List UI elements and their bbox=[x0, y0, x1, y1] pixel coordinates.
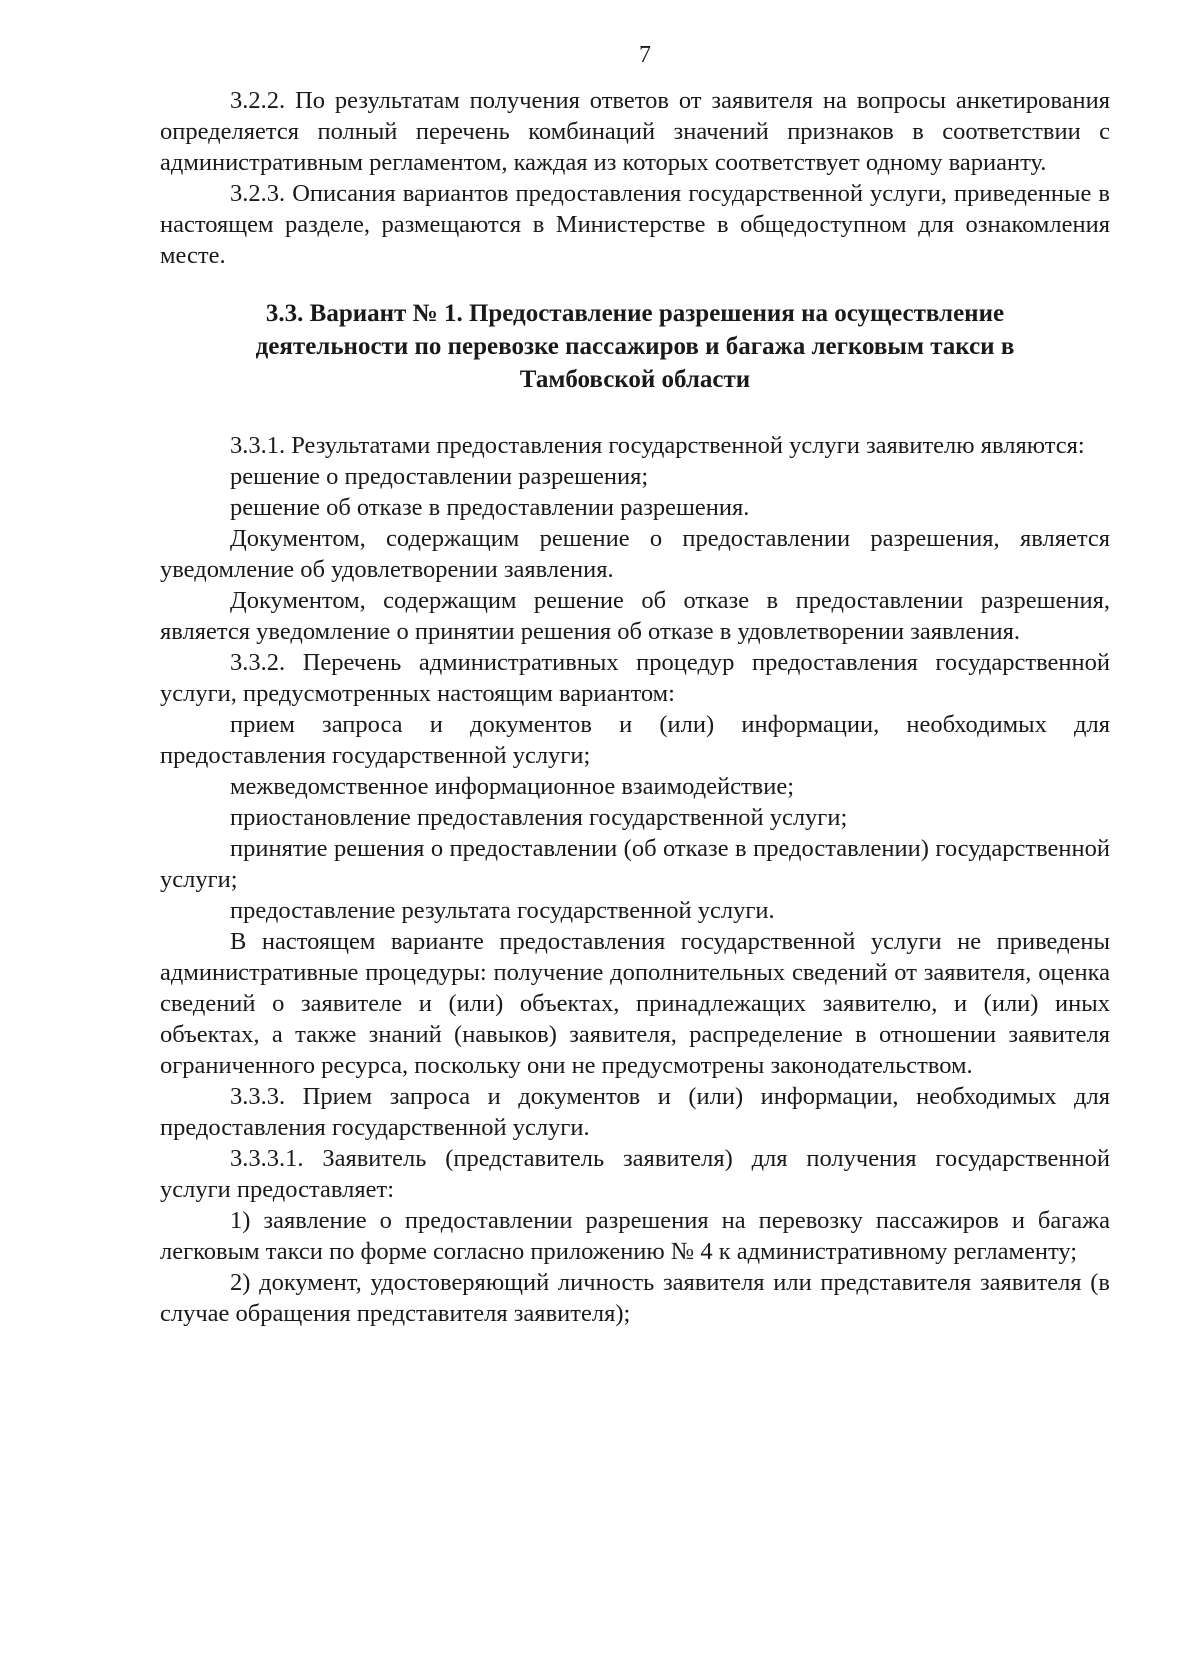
paragraph-3-3-1: 3.3.1. Результатами предоставления государственной услуги заявителю являются: bbox=[230, 432, 1085, 459]
paragraph-3-3-3: 3.3.3. Прием запроса и документов и (или) информации, необходимых для предоставления государственной услуги. bbox=[160, 1083, 1110, 1141]
document-page bbox=[160, 40, 1110, 1329]
heading-line: 3.3. Вариант № 1. Предоставление разрешения на осуществление bbox=[265, 300, 1005, 327]
section-3-2 bbox=[160, 85, 1110, 271]
list-item: приостановление предоставления государственной услуги; bbox=[230, 804, 848, 831]
paragraph: Документом, содержащим решение об отказе в предоставлении разрешения, является уведомление о принятии решения об отказе в удовлетворении заявления. bbox=[160, 587, 1110, 645]
page-number: 7 bbox=[639, 42, 651, 68]
paragraph: В настоящем варианте предоставления государственной услуги не приведены административные процедуры: получение дополнительных сведений от заявителя, оценка сведений о заявителе и (или) объектах, принадлежащих заявителю, и (или) иных объектах, а также знаний (навыков) заявителя, распределение в отношении заявителя ограниченного ресурса, поскольку они не предусмотрены законодательством. bbox=[160, 928, 1110, 1079]
heading-line: деятельности по перевозке пассажиров и багажа легковым такси в bbox=[255, 333, 1015, 360]
list-item: межведомственное информационное взаимодействие; bbox=[230, 773, 795, 800]
section-heading-3-3 bbox=[160, 297, 1110, 396]
list-item: предоставление результата государственной услуги. bbox=[230, 897, 775, 924]
paragraph-3-2-2: 3.2.2. По результатам получения ответов от заявителя на вопросы анкетирования определяется полный перечень комбинаций значений признаков в соответствии с административным регламентом, каждая из которых соответствует одному варианту. bbox=[160, 87, 1110, 176]
paragraph-3-2-3: 3.2.3. Описания вариантов предоставления государственной услуги, приведенные в настоящем разделе, размещаются в Министерстве в общедоступном для ознакомления месте. bbox=[160, 180, 1110, 269]
list-item: принятие решения о предоставлении (об отказе в предоставлении) государственной услуги; bbox=[160, 835, 1110, 893]
list-item: 2) документ, удостоверяющий личность заявителя или представителя заявителя (в случае обращения представителя заявителя); bbox=[160, 1269, 1110, 1327]
section-3-3 bbox=[160, 430, 1110, 1329]
list-item: прием запроса и документов и (или) информации, необходимых для предоставления государственной услуги; bbox=[160, 711, 1110, 769]
paragraph-3-3-3-1: 3.3.3.1. Заявитель (представитель заявителя) для получения государственной услуги предоставляет: bbox=[160, 1145, 1110, 1203]
heading-line: Тамбовской области bbox=[519, 366, 751, 393]
list-item: решение об отказе в предоставлении разрешения. bbox=[230, 494, 750, 521]
list-item: 1) заявление о предоставлении разрешения на перевозку пассажиров и багажа легковым такси по форме согласно приложению № 4 к административному регламенту; bbox=[160, 1207, 1110, 1265]
paragraph-3-3-2: 3.3.2. Перечень административных процедур предоставления государственной услуги, предусмотренных настоящим вариантом: bbox=[160, 649, 1110, 707]
list-item: решение о предоставлении разрешения; bbox=[230, 463, 649, 490]
paragraph: Документом, содержащим решение о предоставлении разрешения, является уведомление об удовлетворении заявления. bbox=[160, 525, 1110, 583]
